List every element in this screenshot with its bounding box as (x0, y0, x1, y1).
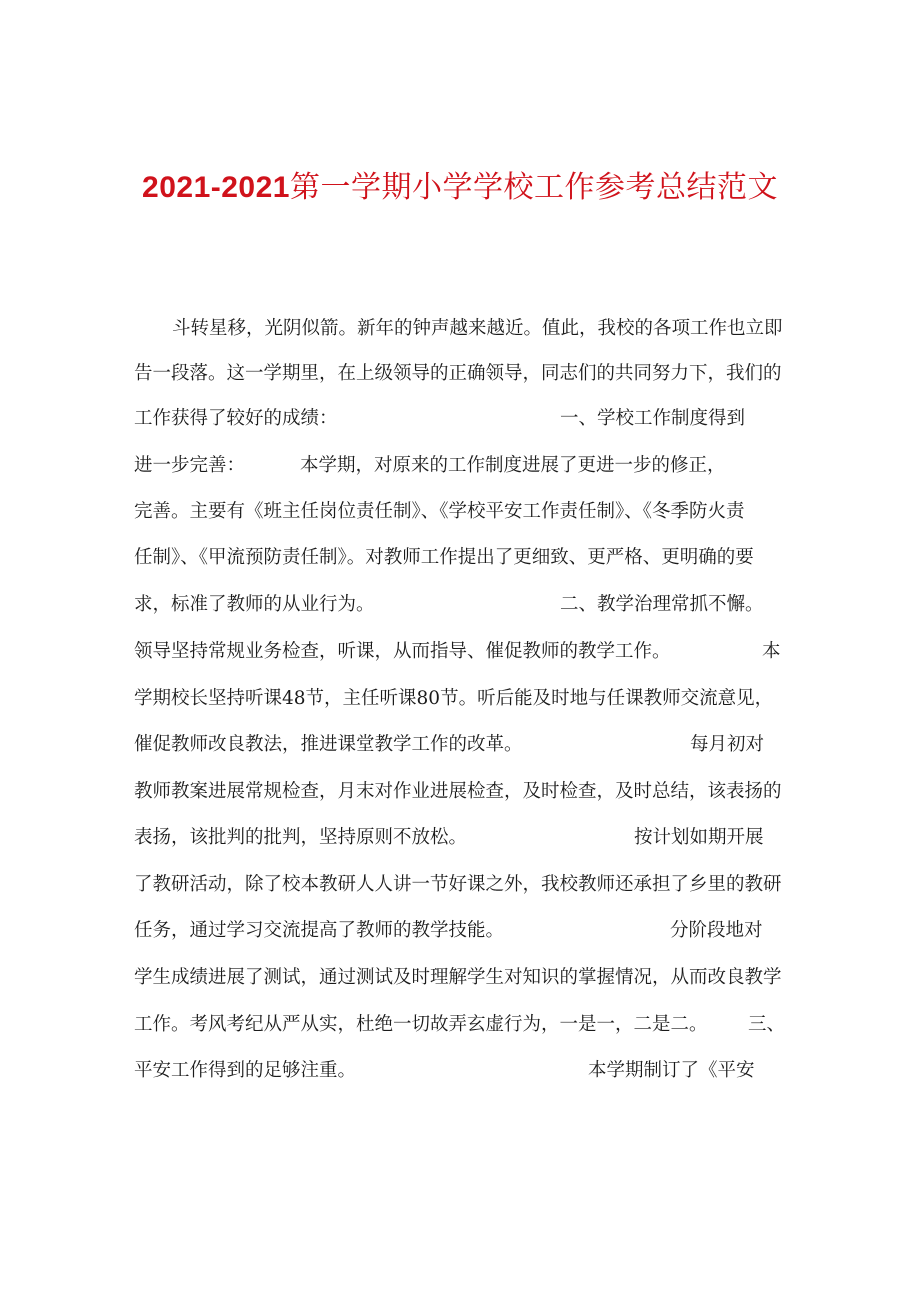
text-line (0, 1008, 920, 1042)
text-segment: 按计划如期开展 (634, 827, 764, 848)
text-line (0, 775, 920, 809)
text-segment: 完善。主要有《班主任岗位责任制》、《学校平安工作责任制》、《冬季防火责 (134, 501, 745, 522)
text-line (0, 635, 920, 669)
text-line (0, 495, 920, 529)
text-segment: 本 (762, 641, 781, 662)
text-segment: 分阶段地对 (670, 920, 763, 941)
text-segment: 表扬，该批判的批判，坚持原则不放松。 (134, 827, 468, 848)
text-segment: 告一段落。这一学期里，在上级领导的正确领导，同志们的共同努力下，我们的 (134, 363, 782, 384)
text-segment: 领导坚持常规业务检查，听课，从而指导、催促教师的教学工作。 (134, 641, 671, 662)
text-line (0, 728, 920, 762)
text-line (0, 588, 920, 622)
text-line (0, 914, 920, 948)
text-segment: 学期校长坚持听课48节，主任听课80节。听后能及时地与任课教师交流意见， (134, 688, 774, 709)
section-heading: 一、学校工作制度得到 (560, 408, 746, 429)
text-line (0, 868, 920, 902)
text-segment: 本学期，对原来的工作制度进展了更进一步的修正， (300, 455, 726, 476)
text-segment: 催促教师改良教法，推进课堂教学工作的改革。 (134, 734, 523, 755)
section-heading: 进一步完善： (134, 455, 246, 476)
text-line (0, 541, 920, 575)
text-segment: 工作。考风考纪从严从实，杜绝一切故弄玄虚行为，一是一，二是二。 (134, 1014, 708, 1035)
text-segment: 每月初对 (690, 734, 765, 755)
text-segment: 求，标准了教师的从业行为。 (134, 594, 375, 615)
section-heading: 三、 (748, 1014, 786, 1035)
text-line (0, 449, 920, 483)
section-heading: 平安工作得到的足够注重。 (134, 1060, 357, 1081)
text-segment: 任制》、《甲流预防责任制》。对教师工作提出了更细致、更严格、更明确的要 (134, 547, 754, 568)
text-segment: 任务，通过学习交流提高了教师的教学技能。 (134, 920, 505, 941)
text-line (0, 1054, 920, 1088)
text-line (0, 312, 920, 346)
text-segment: 斗转星移，光阴似箭。新年的钟声越来越近。值此，我校的各项工作也立即 (172, 318, 783, 339)
text-segment: 了教研活动，除了校本教研人人讲一节好课之外，我校教师还承担了乡里的教研 (134, 874, 782, 895)
section-heading: 二、教学治理常抓不懈。 (560, 594, 764, 615)
text-segment: 工作获得了较好的成绩： (134, 408, 338, 429)
text-line (0, 821, 920, 855)
text-segment: 教师教案进展常规检查，月末对作业进展检查，及时检查，及时总结，该表扬的 (134, 781, 782, 802)
title-text: 第一学期小学学校工作参考总结范文 (289, 170, 778, 205)
text-segment: 学生成绩进展了测试，通过测试及时理解学生对知识的掌握情况，从而改良教学 (134, 967, 782, 988)
text-line (0, 402, 920, 436)
title-year: 2021-2021 (142, 171, 290, 204)
text-line (0, 961, 920, 995)
text-line (0, 682, 920, 716)
text-line (0, 357, 920, 391)
text-segment: 本学期制订了《平安 (588, 1060, 755, 1081)
